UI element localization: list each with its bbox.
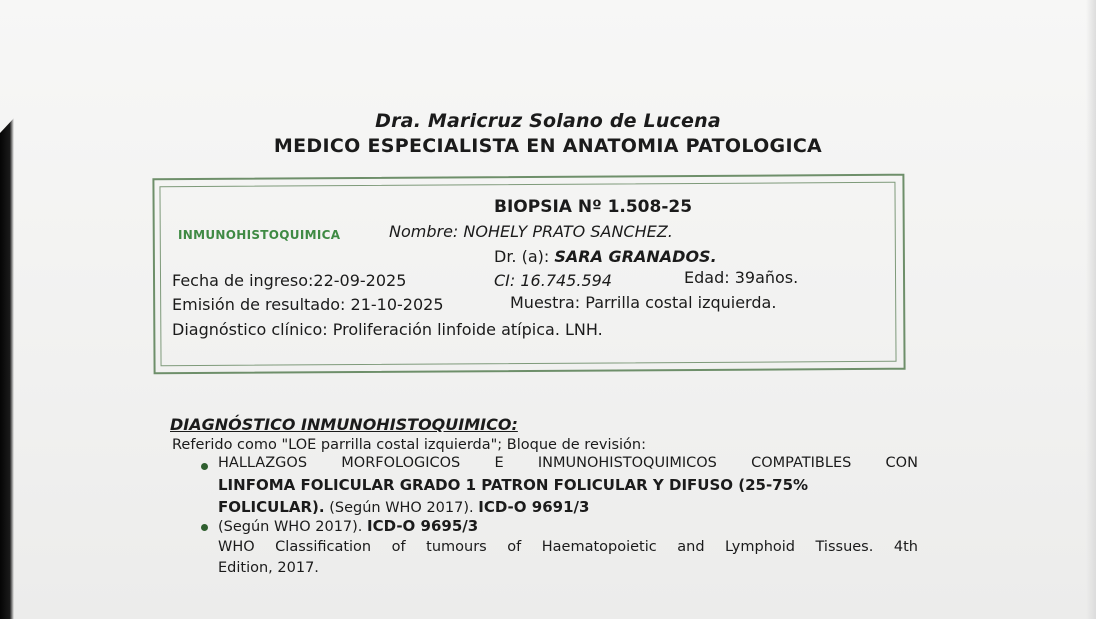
specialty-title: MEDICO ESPECIALISTA EN ANATOMIA PATOLOGICA — [273, 135, 823, 157]
admission-date: Fecha de ingreso:22-09-2025 — [172, 271, 407, 290]
biopsy-number: BIOPSIA Nº 1.508-25 — [494, 197, 693, 217]
doctor-name: Dra. Maricruz Solano de Lucena — [375, 110, 721, 132]
bullet1-line2: LINFOMA FOLICULAR GRADO 1 PATRON FOLICULAR Y DIFUSO (25-75% — [218, 476, 809, 494]
bullet-dot-2 — [201, 524, 208, 531]
patient-name: Nombre: NOHELY PRATO SANCHEZ. — [389, 222, 673, 241]
result-date: Emisión de resultado: 21-10-2025 — [172, 295, 444, 314]
stamp-inmunohistoquimica: INMUNOHISTOQUIMICA — [178, 228, 341, 242]
bullet2-line3: Edition, 2017. — [218, 560, 319, 576]
page-shadow-right — [1086, 0, 1096, 619]
sample: Muestra: Parrilla costal izquierda. — [510, 293, 777, 312]
section-title: DIAGNÓSTICO INMUNOHISTOQUIMICO: — [170, 415, 518, 434]
bullet1-line3: FOLICULAR). (Según WHO 2017). ICD-O 9691/3 — [218, 498, 590, 516]
referral-line: Referido como "LOE parrilla costal izquierda"; Bloque de revisión: — [172, 437, 647, 453]
bullet1-line1: HALLAZGOS MORFOLOGICOS E INMUNOHISTOQUIMICOS COMPATIBLES CON — [218, 455, 918, 471]
bullet2-line1: (Según WHO 2017). ICD-O 9695/3 — [218, 517, 479, 535]
bullet2-line2: WHO Classification of tumours of Haematopoietic and Lymphoid Tissues. 4th — [218, 539, 918, 555]
page-shadow-left — [0, 118, 14, 619]
patient-age: Edad: 39años. — [684, 268, 799, 287]
patient-id: CI: 16.745.594 — [494, 271, 612, 290]
bullet-dot-1 — [201, 463, 208, 470]
referring-doctor: Dr. (a): SARA GRANADOS. — [494, 247, 717, 266]
clinical-diagnosis: Diagnóstico clínico: Proliferación linfoide atípica. LNH. — [172, 320, 603, 339]
